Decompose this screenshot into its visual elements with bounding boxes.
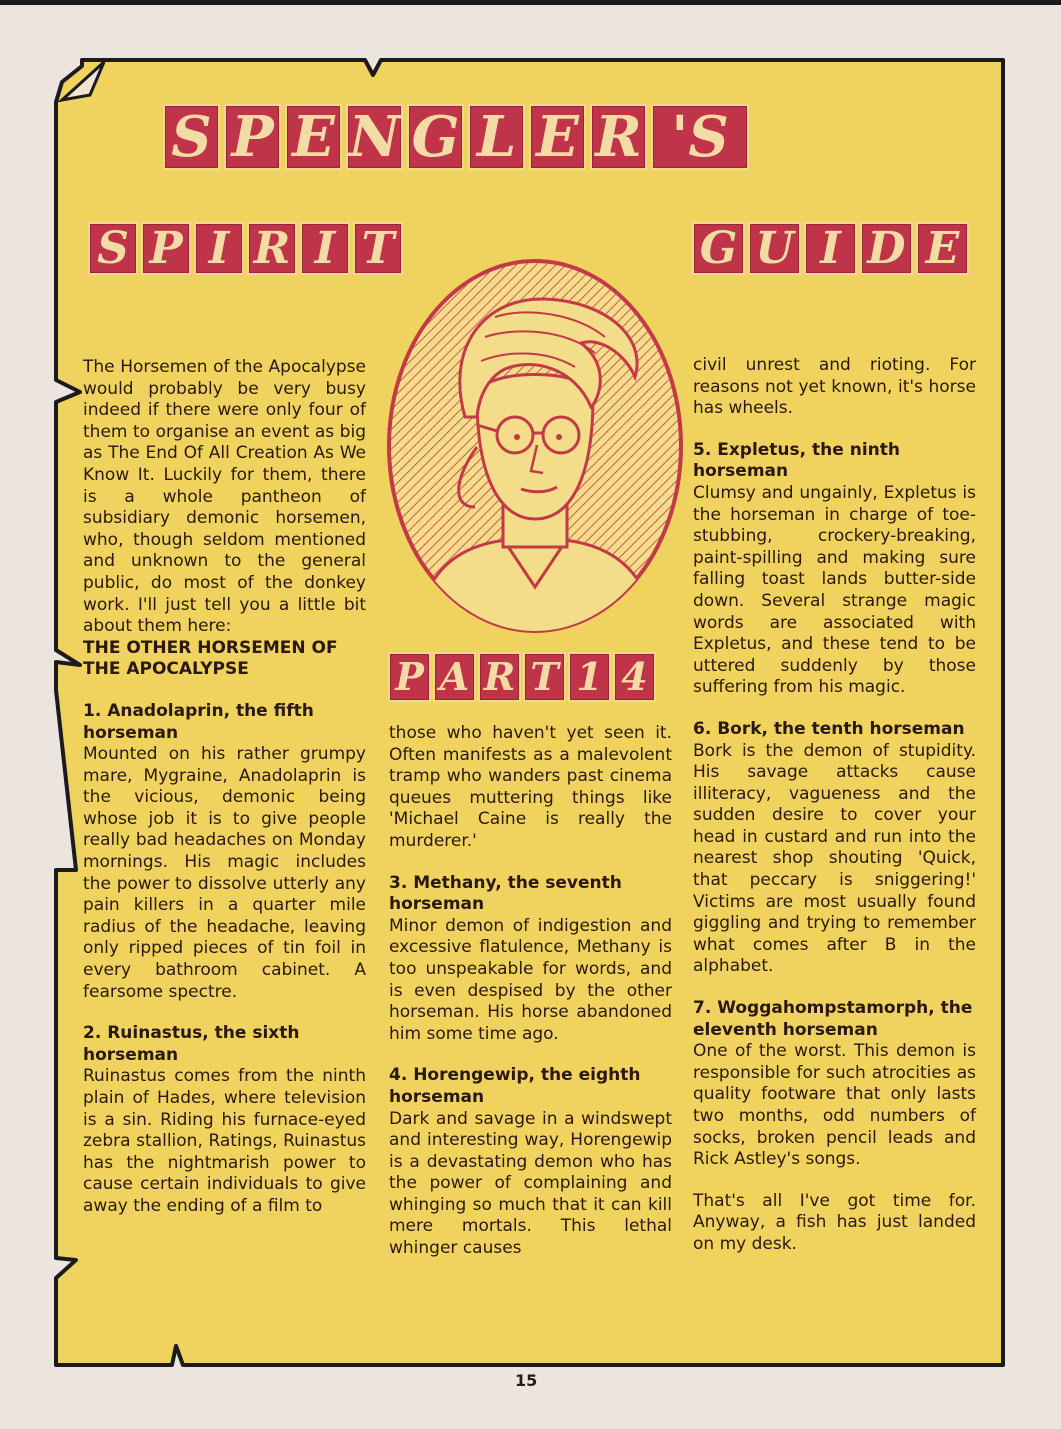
entry-heading: 4. Horengewip, the eighth horseman [389,1065,641,1107]
title-letter: G [692,222,745,275]
title-letter: E [916,222,969,275]
entry-paragraph: civil unrest and rioting. For reasons not yet known, it's horse has wheels. [693,355,976,419]
title-letter: R [478,652,521,702]
title-letter: R [247,222,297,275]
entry-paragraph: Ruinastus comes from the ninth plain of Hades, where television is a sin. Riding his furnace-eyed zebra stallion, Ratings, Ruinastus has the nightmarish power to cause certain individuals to give away the ending of a film to [83,1066,366,1216]
title-letter: 'S [651,104,749,170]
entry-paragraph: One of the worst. This demon is responsible for such atrocities as quality footware that only lasts two months, odd numbers of socks, broken pencil leads and Rick Astley's songs. [693,1041,976,1170]
outro-paragraph: That's all I've got time for. Anyway, a fish has just landed on my desk. [693,1190,976,1254]
title-letter: I [194,222,244,275]
title-guide [692,222,972,275]
entry-heading: 7. Woggahompstamorph, the eleventh horseman [693,998,973,1040]
spengler-portrait [385,257,685,635]
title-spirit [88,222,406,275]
entry-paragraph: Dark and savage in a windswept and interesting way, Horengewip is a devastating demon who has the power of complaining and whinging so much that it can kill mere mortals. This lethal whinger causes [389,1108,672,1259]
column-middle [389,723,672,1260]
title-letter: E [529,104,586,170]
title-part-14 [388,652,658,702]
title-letter: 4 [613,652,656,702]
title-letter: S [88,222,138,275]
entry-heading: 3. Methany, the seventh horseman [389,872,622,915]
title-letter: U [748,222,801,275]
title-letter: 1 [568,652,611,702]
title-letter: E [285,104,342,170]
title-letter: T [523,652,566,702]
entry-paragraph: Clumsy and ungainly, Expletus is the horseman in charge of toe-stubbing, crockery-breaking, paint-spilling and making sure falling toast lands butter-side down. Several strange magic words are associated with Expletus, and these tend to be uttered suddenly by those suffering from his magic. [693,482,976,698]
title-letter: I [300,222,350,275]
entry-paragraph: those who haven't yet seen it. Often manifests as a malevolent tramp who wanders past cinema queues muttering things like 'Michael Caine is really the murderer.' [389,723,672,851]
title-letter: P [388,652,431,702]
title-letter: S [163,104,220,170]
title-letter: L [468,104,525,170]
title-letter: R [590,104,647,170]
entry-heading: 6. Bork, the tenth horseman [693,718,965,739]
title-letter: T [353,222,403,275]
page-number: 15 [515,1371,538,1390]
entry-paragraph: Bork is the demon of stupidity. His savage attacks cause illiteracy, vagueness and the sudden desire to cover your head in custard and run into the nearest shop shouting 'Quick, that peccary is sniggering!' Victims are most usually found giggling and trying to remember what comes after B in the alphabet. [693,740,976,977]
entry-paragraph: Minor demon of indigestion and excessive flatulence, Methany is too unspeakable for words, and is even despised by the other horseman. His horse abandoned him some time ago. [389,915,672,1044]
entry-heading: 1. Anadolaprin, the fifth horseman [83,700,314,743]
section-heading: THE OTHER HORSEMEN OF THE APOCALYPSE [83,637,338,680]
title-letter: N [346,104,403,170]
entry-heading: 5. Expletus, the ninth horseman [693,439,900,482]
title-letter: G [407,104,464,170]
entry-heading: 2. Ruinastus, the sixth horseman [83,1023,300,1065]
title-letter: P [224,104,281,170]
column-left [83,357,366,1218]
title-letter: I [804,222,857,275]
title-letter: P [141,222,191,275]
column-right [693,355,976,1256]
title-letter: D [860,222,913,275]
title-letter: A [433,652,476,702]
intro-paragraph: The Horsemen of the Apocalypse would probably be very busy indeed if there were only four of them to organise an event as big as The End Of All Creation As We Know It. Luckily for them, there is a whole pantheon of subsidiary demonic horsemen, who, though seldom mentioned and unknown to the general public, do most of the donkey work. I'll just tell you a little bit about them here: [83,357,366,637]
entry-paragraph: Mounted on his rather grumpy mare, Mygraine, Anadolaprin is the vicious, demonic being whose job it is to give people really bad headaches on Monday mornings. His magic includes the power to dissolve utterly any pain killers in a quarter mile radius of the headache, leaving only ripped pieces of tin foil in every bathroom cabinet. A fearsome spectre. [83,744,366,1002]
title-spenglers [163,104,753,170]
